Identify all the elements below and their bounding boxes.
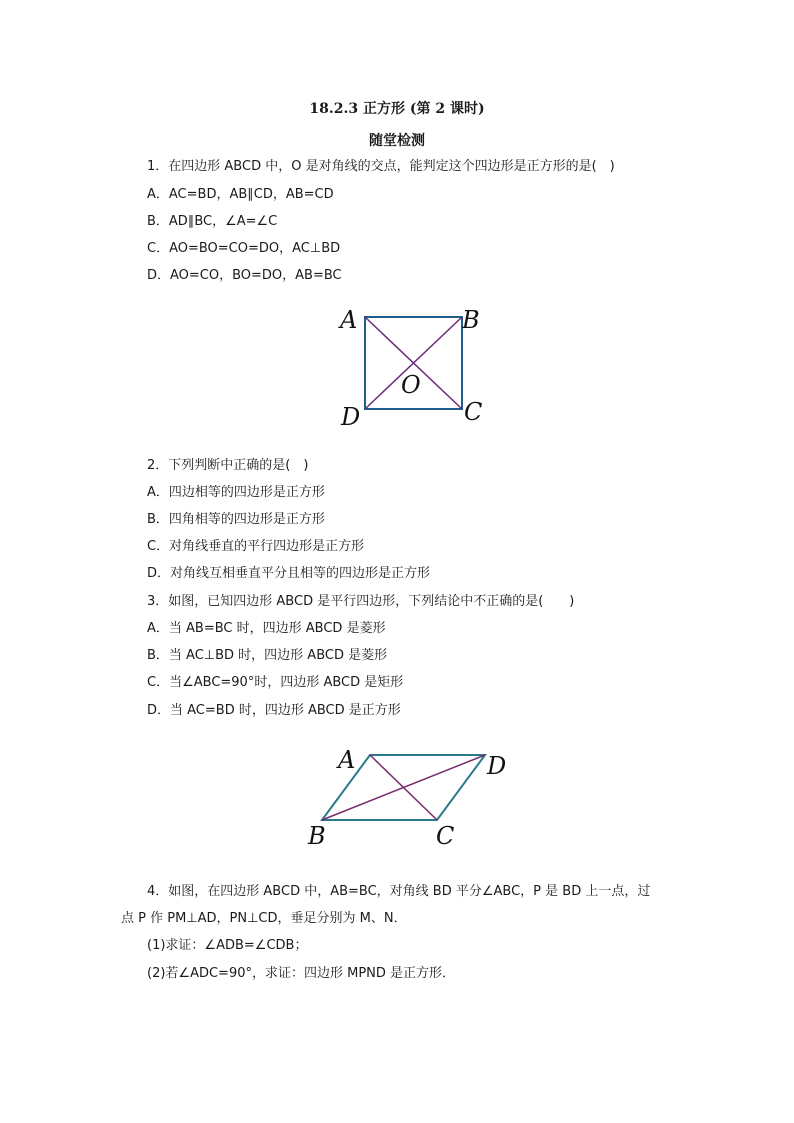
- label-c: C: [436, 822, 455, 850]
- question-3-option-a: A．当 AB=BC 时，四边形 ABCD 是菱形: [147, 621, 386, 636]
- question-4-stem-line2: 点 P 作 PM⊥AD，PN⊥CD，垂足分别为 M、N．: [121, 911, 407, 926]
- question-1-option-a: A．AC=BD，AB∥CD，AB=CD: [147, 187, 334, 202]
- question-3-option-d: D．当 AC=BD 时，四边形 ABCD 是正方形: [147, 703, 401, 718]
- question-2-option-d: D．对角线互相垂直平分且相等的四边形是正方形: [147, 566, 431, 581]
- question-1-option-d: D．AO=CO，BO=DO，AB=BC: [147, 268, 342, 283]
- page-title: 18.2.3 正方形 (第 2 课时): [309, 101, 485, 117]
- question-3-option-b: B．当 AC⊥BD 时，四边形 ABCD 是菱形: [147, 648, 388, 663]
- question-1-stem: 1．在四边形 ABCD 中，O 是对角线的交点，能判定这个四边形是正方形的是( ): [147, 159, 615, 174]
- page-subtitle: 随堂检测: [369, 133, 425, 149]
- figure-square: [330, 300, 500, 435]
- label-a: A: [338, 746, 356, 774]
- question-4-part1: (1)求证：∠ADB=∠CDB；: [147, 938, 308, 953]
- question-4-part2: (2)若∠ADC=90°，求证：四边形 MPND 是正方形．: [147, 966, 456, 981]
- figure-parallelogram: [300, 740, 525, 855]
- label-b: B: [462, 306, 480, 334]
- label-d: D: [487, 752, 507, 780]
- label-b: B: [308, 822, 326, 850]
- label-o: O: [401, 371, 421, 399]
- question-2-stem: 2．下列判断中正确的是( ): [147, 458, 309, 473]
- question-3-option-c: C．当∠ABC=90°时，四边形 ABCD 是矩形: [147, 675, 404, 690]
- question-3-stem: 3．如图，已知四边形 ABCD 是平行四边形，下列结论中不正确的是( ): [147, 594, 575, 609]
- question-2-option-c: C．对角线垂直的平行四边形是正方形: [147, 539, 365, 554]
- question-2-option-a: A．四边相等的四边形是正方形: [147, 485, 325, 500]
- question-1-option-b: B．AD∥BC，∠A=∠C: [147, 214, 278, 229]
- question-2-option-b: B．四角相等的四边形是正方形: [147, 512, 325, 527]
- question-4-stem-line1: 4．如图，在四边形 ABCD 中，AB=BC，对角线 BD 平分∠ABC，P 是 BD 上一点，过: [147, 884, 651, 899]
- question-1-option-c: C．AO=BO=CO=DO，AC⊥BD: [147, 241, 341, 256]
- label-c: C: [464, 398, 483, 426]
- label-d: D: [341, 403, 361, 431]
- label-a: A: [340, 306, 358, 334]
